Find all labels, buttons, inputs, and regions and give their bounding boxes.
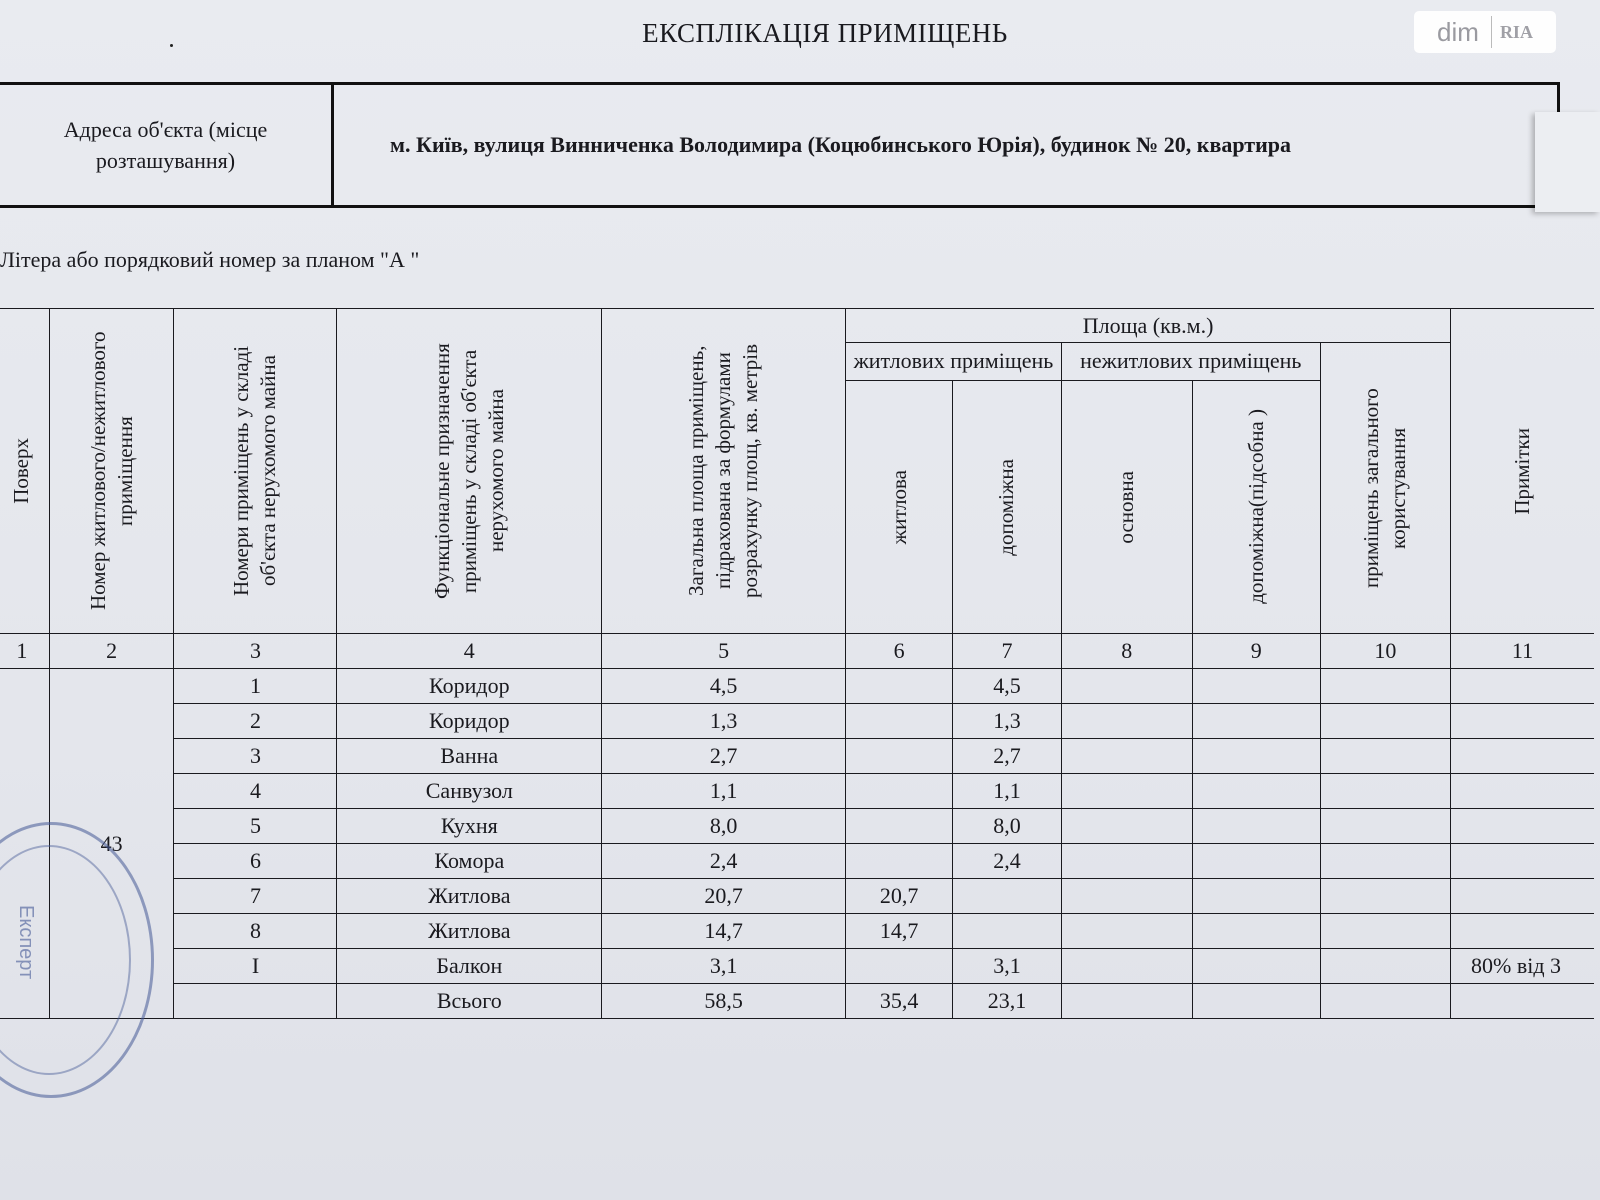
header-apt-number: Номер житлового/нежитлового приміщення (49, 309, 174, 634)
totals-label: Всього (337, 984, 602, 1019)
room-name: Кухня (337, 809, 602, 844)
room-main-area (1061, 774, 1192, 809)
litera-line: Літера або порядковий номер за планом "А " (0, 247, 420, 272)
room-total-area: 1,1 (602, 774, 846, 809)
table-row (0, 844, 1594, 879)
room-living-area (846, 844, 953, 879)
room-utility-area (1192, 774, 1320, 809)
explication-table (0, 308, 1594, 1019)
room-aux-area: 8,0 (953, 809, 1062, 844)
totals-aux-area: 23,1 (953, 984, 1062, 1019)
room-utility-area (1192, 914, 1320, 949)
ink-dot (170, 44, 173, 47)
room-utility-area (1192, 704, 1320, 739)
room-aux-area: 1,3 (953, 704, 1062, 739)
header-area-group: Площа (кв.м.) (846, 309, 1451, 343)
room-number: 8 (174, 914, 337, 949)
table-row (0, 739, 1594, 774)
room-main-area (1061, 809, 1192, 844)
column-number: 7 (953, 634, 1062, 669)
room-utility-area (1192, 949, 1320, 984)
room-note (1451, 704, 1594, 739)
table-row (0, 879, 1594, 914)
room-aux-area (953, 879, 1062, 914)
room-utility-area (1192, 879, 1320, 914)
room-number: 7 (174, 879, 337, 914)
room-number: І (174, 949, 337, 984)
room-common-area (1320, 669, 1450, 704)
header-aux-utility: допоміжна(підсобна ) (1192, 380, 1320, 633)
room-common-area (1320, 739, 1450, 774)
room-aux-area (953, 914, 1062, 949)
room-number: 2 (174, 704, 337, 739)
room-number: 6 (174, 844, 337, 879)
address-value: м. Київ, вулиця Винниченка Володимира (Коцюбинського Юрія), будинок № 20, квартира (390, 132, 1292, 157)
room-name: Ванна (337, 739, 602, 774)
room-name: Комора (337, 844, 602, 879)
column-number: 5 (602, 634, 846, 669)
room-number: 3 (174, 739, 337, 774)
room-note (1451, 739, 1594, 774)
column-number: 11 (1451, 634, 1594, 669)
watermark-ria: RIA (1499, 21, 1533, 42)
room-total-area: 3,1 (602, 949, 846, 984)
room-number: 5 (174, 809, 337, 844)
room-number: 1 (174, 669, 337, 704)
room-note (1451, 774, 1594, 809)
room-utility-area (1192, 739, 1320, 774)
header-floor: Поверх (0, 309, 49, 634)
room-common-area (1320, 809, 1450, 844)
column-number: 2 (49, 634, 174, 669)
column-number: 3 (174, 634, 337, 669)
room-name: Коридор (337, 669, 602, 704)
document-title: ЕКСПЛІКАЦІЯ ПРИМІЩЕНЬ (642, 18, 1008, 48)
totals-main-area (1061, 984, 1192, 1019)
room-common-area (1320, 949, 1450, 984)
room-aux-area: 2,4 (953, 844, 1062, 879)
room-main-area (1061, 844, 1192, 879)
room-main-area (1061, 739, 1192, 774)
room-main-area (1061, 879, 1192, 914)
table-row (0, 914, 1594, 949)
room-total-area: 2,4 (602, 844, 846, 879)
table-row (0, 949, 1594, 984)
floor-cell (0, 669, 49, 1019)
room-common-area (1320, 774, 1450, 809)
room-name: Санвузол (337, 774, 602, 809)
room-living-area: 14,7 (846, 914, 953, 949)
totals-row (0, 984, 1594, 1019)
column-number: 10 (1320, 634, 1450, 669)
totals-utility-area (1192, 984, 1320, 1019)
room-main-area (1061, 669, 1192, 704)
room-main-area (1061, 914, 1192, 949)
header-function: Функціональне призначення приміщень у складі об'єкта нерухомого майна (337, 309, 602, 634)
room-note (1451, 669, 1594, 704)
watermark-logo (1414, 11, 1556, 53)
room-aux-area: 2,7 (953, 739, 1062, 774)
room-name: Коридор (337, 704, 602, 739)
totals-total-area: 58,5 (602, 984, 846, 1019)
room-total-area: 20,7 (602, 879, 846, 914)
column-number: 8 (1061, 634, 1192, 669)
column-number: 4 (337, 634, 602, 669)
room-name: Житлова (337, 879, 602, 914)
room-aux-area: 4,5 (953, 669, 1062, 704)
room-living-area: 20,7 (846, 879, 953, 914)
room-common-area (1320, 704, 1450, 739)
room-total-area: 1,3 (602, 704, 846, 739)
room-number: 4 (174, 774, 337, 809)
header-nonresidential-group: нежитлових приміщень (1061, 343, 1320, 381)
room-utility-area (1192, 669, 1320, 704)
room-aux-area: 1,1 (953, 774, 1062, 809)
room-common-area (1320, 844, 1450, 879)
room-note (1451, 914, 1594, 949)
room-total-area: 2,7 (602, 739, 846, 774)
room-living-area (846, 809, 953, 844)
room-aux-area: 3,1 (953, 949, 1062, 984)
address-label: Адреса об'єкта (місце розташування) (0, 85, 334, 205)
totals-common-area (1320, 984, 1450, 1019)
room-note: 80% від 3 (1451, 949, 1594, 984)
room-utility-area (1192, 809, 1320, 844)
room-name: Балкон (337, 949, 602, 984)
column-number-row (0, 634, 1594, 669)
room-note (1451, 844, 1594, 879)
room-total-area: 8,0 (602, 809, 846, 844)
header-total-area: Загальна площа приміщень, підрахована за формулами розрахунку площ, кв. метрів (602, 309, 846, 634)
header-room-numbers: Номери приміщень у складі об'єкта нерухомого майна (174, 309, 337, 634)
room-living-area (846, 949, 953, 984)
room-living-area (846, 669, 953, 704)
room-common-area (1320, 879, 1450, 914)
header-main: основна (1061, 380, 1192, 633)
room-living-area (846, 704, 953, 739)
room-common-area (1320, 914, 1450, 949)
table-row (0, 774, 1594, 809)
room-total-area: 14,7 (602, 914, 846, 949)
room-total-area: 4,5 (602, 669, 846, 704)
address-box (0, 82, 1560, 208)
watermark-divider (1491, 16, 1492, 48)
header-living: житлова (846, 380, 953, 633)
room-utility-area (1192, 844, 1320, 879)
column-number: 6 (846, 634, 953, 669)
watermark-dim: dim (1437, 16, 1479, 47)
room-living-area (846, 774, 953, 809)
header-common-use: приміщень загального користування (1320, 343, 1450, 634)
totals-number (174, 984, 337, 1019)
totals-living-area: 35,4 (846, 984, 953, 1019)
totals-note (1451, 984, 1594, 1019)
column-number: 1 (0, 634, 49, 669)
table-row (0, 704, 1594, 739)
room-main-area (1061, 949, 1192, 984)
header-notes: Примітки (1451, 309, 1594, 634)
room-note (1451, 879, 1594, 914)
header-residential-group: житлових приміщень (846, 343, 1062, 381)
room-name: Житлова (337, 914, 602, 949)
header-auxiliary: допоміжна (953, 380, 1062, 633)
apartment-number-cell: 43 (49, 669, 174, 1019)
room-note (1451, 809, 1594, 844)
table-row (0, 669, 1594, 704)
column-number: 9 (1192, 634, 1320, 669)
table-row (0, 809, 1594, 844)
room-main-area (1061, 704, 1192, 739)
paper-sticker (1535, 112, 1600, 212)
stamp-text: Експерт (15, 905, 37, 980)
room-living-area (846, 739, 953, 774)
